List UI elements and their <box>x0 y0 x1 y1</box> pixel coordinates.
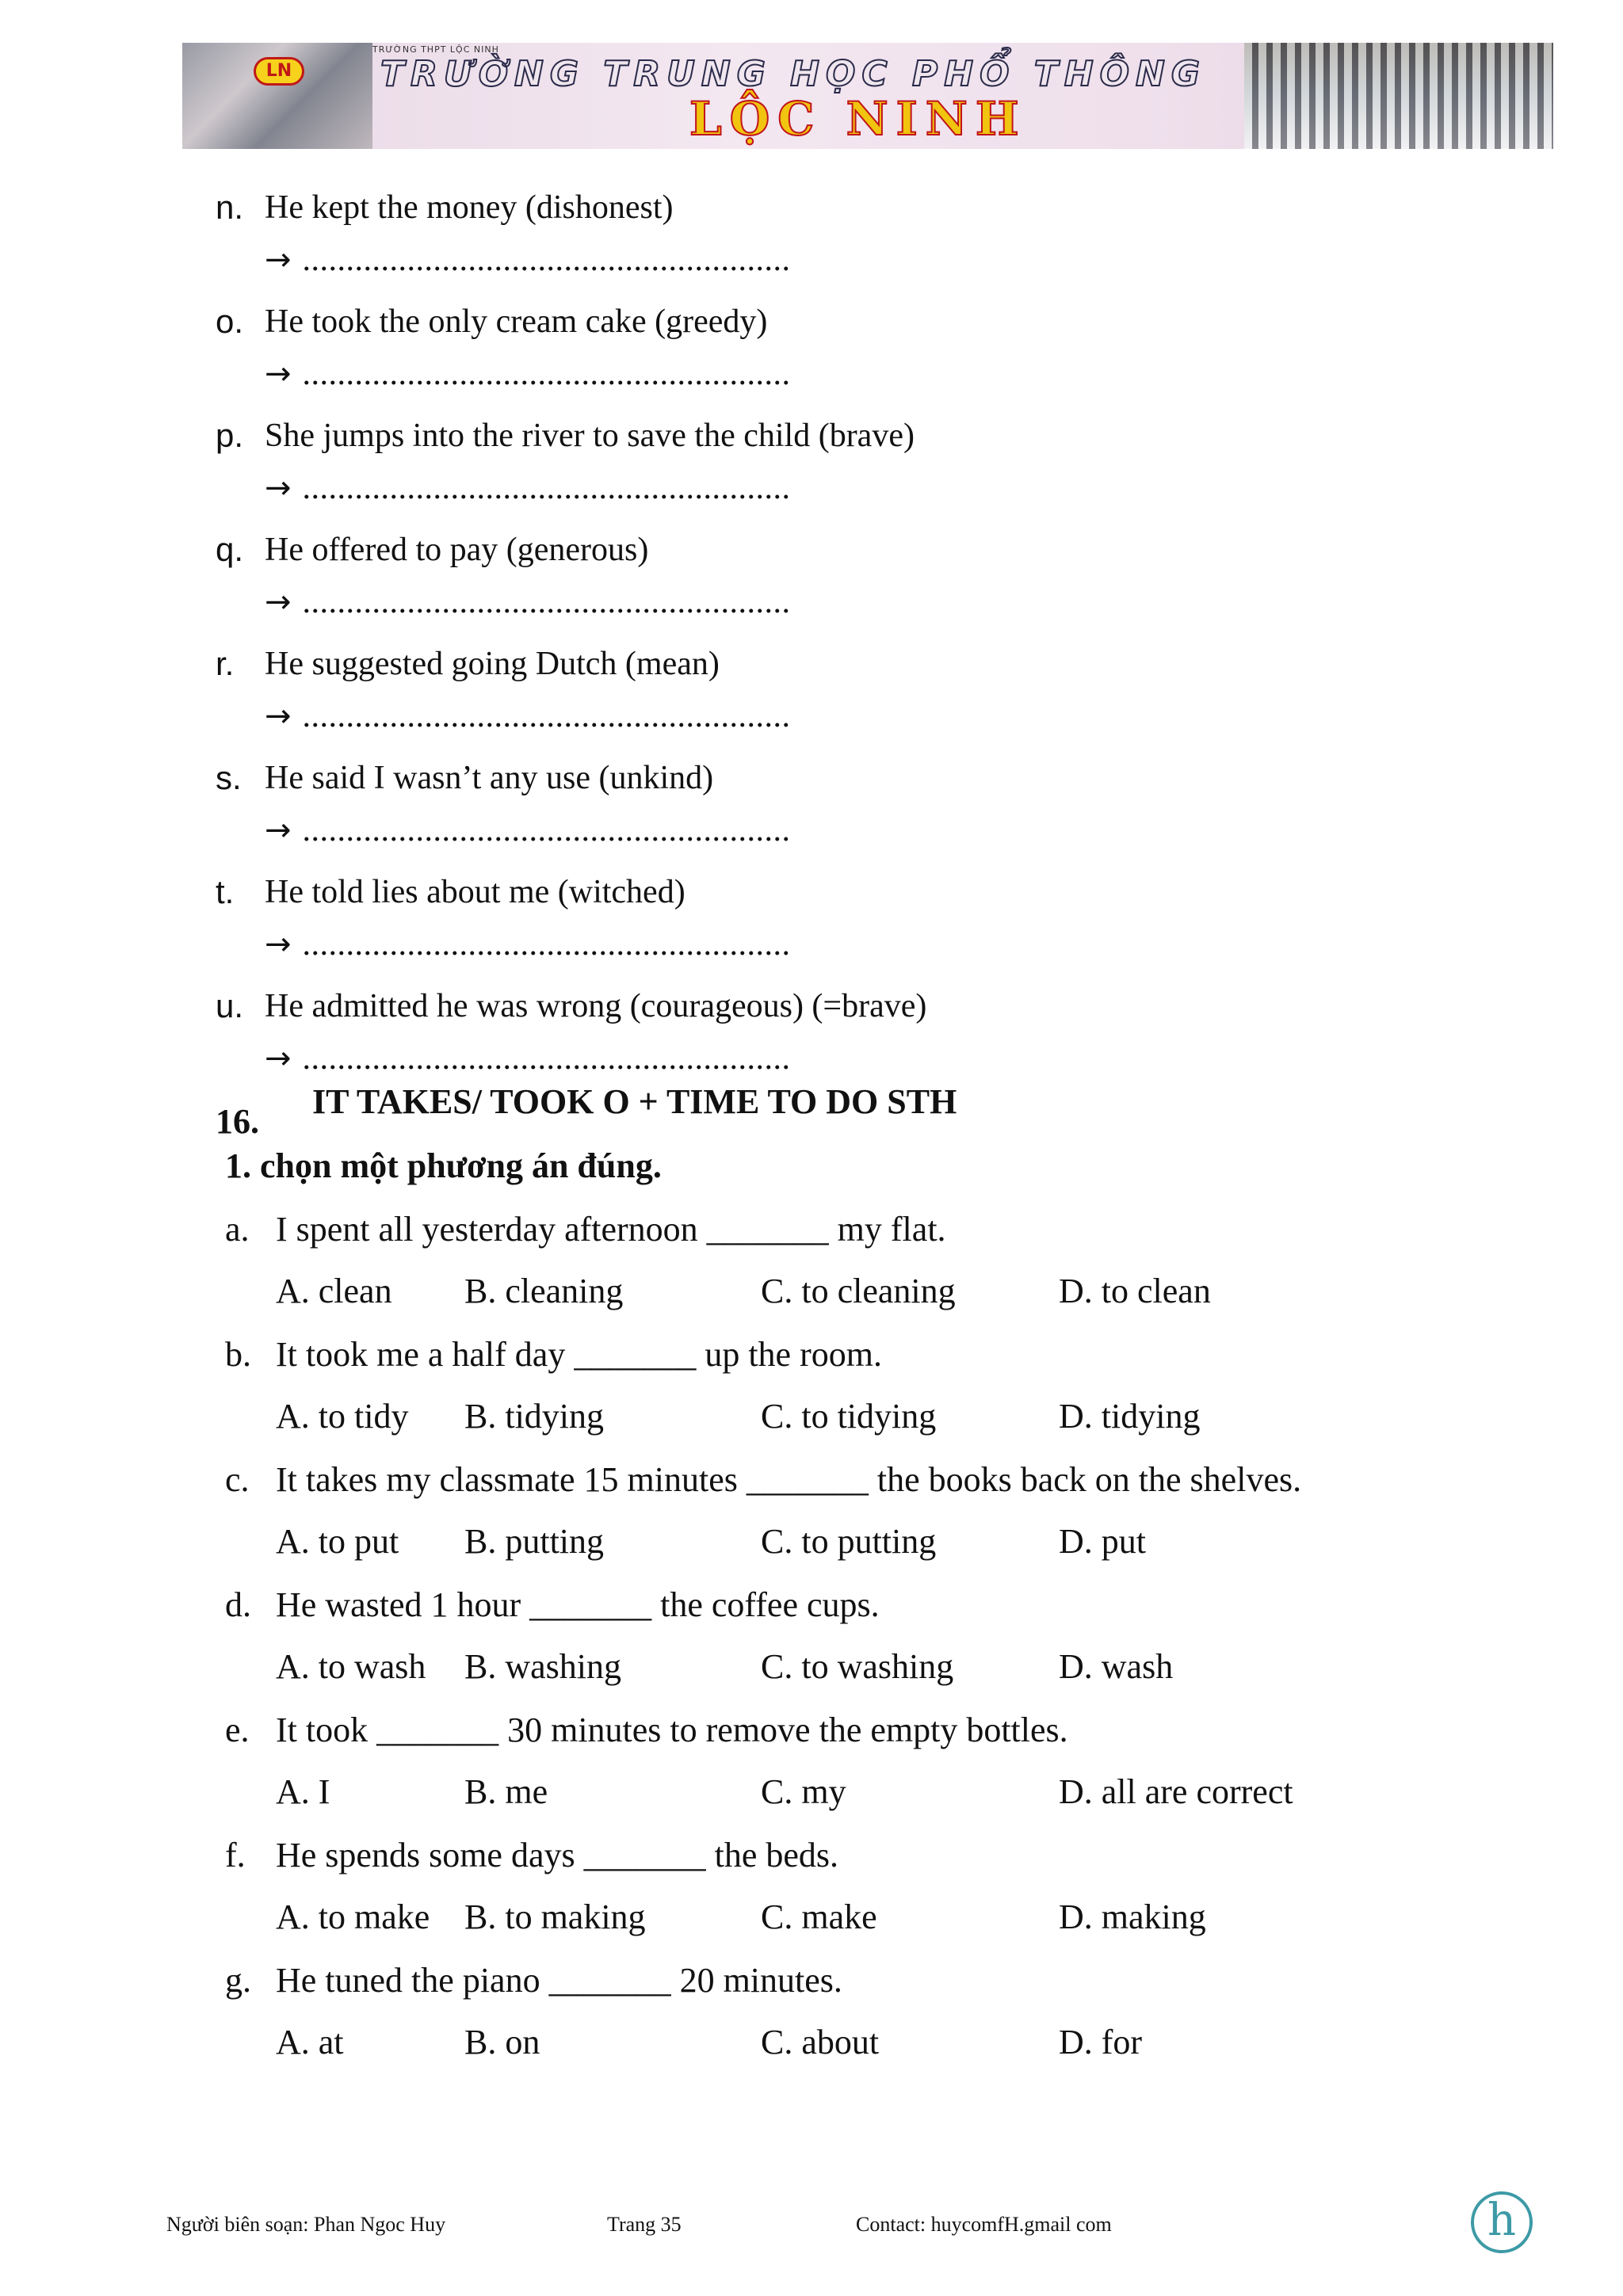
option-b[interactable]: B. tidying <box>464 1397 605 1436</box>
options-row <box>276 1396 1465 1437</box>
footer-page-number: Trang 35 <box>607 2213 682 2236</box>
option-a[interactable]: A. to wash <box>276 1647 426 1686</box>
banner-photo-right <box>1244 43 1553 149</box>
question-text: He tuned the piano _______ 20 minutes. <box>276 1961 842 2000</box>
arrow-icon: → <box>265 698 292 734</box>
answer-dots: ........................................................ <box>302 356 791 392</box>
footer-h-logo-icon: h <box>1471 2191 1533 2253</box>
option-d[interactable]: D. to clean <box>1059 1272 1211 1310</box>
question-label: d. <box>225 1585 251 1624</box>
option-a[interactable]: A. to make <box>276 1897 430 1936</box>
question-text: It took _______ 30 minutes to remove the empty bottles. <box>276 1711 1068 1749</box>
options-row <box>276 1271 1465 1312</box>
question-label: f. <box>225 1836 246 1875</box>
answer-line <box>265 696 791 737</box>
item-text: He told lies about me (witched) <box>265 874 685 910</box>
option-c[interactable]: C. to washing <box>761 1647 954 1686</box>
question-label: e. <box>225 1711 250 1749</box>
banner-caption: TRƯỜNG THPT LỘC NINH <box>372 44 499 55</box>
option-b[interactable]: B. washing <box>464 1647 621 1686</box>
answer-line <box>265 467 791 509</box>
option-a[interactable]: A. to tidy <box>276 1397 409 1436</box>
item-text: He kept the money (dishonest) <box>265 189 674 226</box>
header-banner <box>182 43 1553 149</box>
option-b[interactable]: B. me <box>464 1772 548 1811</box>
answer-dots: ........................................................ <box>302 1040 791 1077</box>
options-row <box>276 1897 1465 1938</box>
option-c[interactable]: C. to tidying <box>761 1397 937 1436</box>
answer-line <box>265 353 791 395</box>
question-text: I spent all yesterday afternoon _______ my flat. <box>276 1210 946 1249</box>
answer-dots: ........................................................ <box>302 812 791 849</box>
item-text: She jumps into the river to save the child (brave) <box>265 418 915 454</box>
option-c[interactable]: C. my <box>761 1772 846 1811</box>
answer-line <box>265 810 791 851</box>
item-letter: r. <box>216 645 235 682</box>
answer-line <box>265 924 791 965</box>
section-title: IT TAKES/ TOOK O + TIME TO DO STH <box>312 1082 957 1121</box>
item-text: He offered to pay (generous) <box>265 532 649 568</box>
option-c[interactable]: C. to putting <box>761 1522 937 1561</box>
option-b[interactable]: B. cleaning <box>464 1272 624 1310</box>
option-c[interactable]: C. to cleaning <box>761 1272 956 1310</box>
footer-author: Người biên soạn: Phan Ngoc Huy <box>166 2213 446 2236</box>
options-row <box>276 1646 1465 1688</box>
question-label: a. <box>225 1210 250 1249</box>
option-a[interactable]: A. clean <box>276 1272 392 1310</box>
option-d[interactable]: D. wash <box>1059 1647 1174 1686</box>
item-letter: n. <box>216 189 244 226</box>
question-text: He spends some days _______ the beds. <box>276 1836 839 1875</box>
answer-line <box>265 1038 791 1079</box>
arrow-icon: → <box>265 1040 292 1077</box>
answer-dots: ........................................................ <box>302 242 791 278</box>
option-a[interactable]: A. I <box>276 1772 330 1811</box>
option-c[interactable]: C. make <box>761 1897 877 1936</box>
option-c[interactable]: C. about <box>761 2023 880 2061</box>
section-number: 16. <box>216 1102 259 1141</box>
options-row <box>276 1772 1465 1813</box>
answer-line <box>265 239 791 280</box>
option-b[interactable]: B. putting <box>464 1522 605 1561</box>
item-text: He took the only cream cake (greedy) <box>265 303 768 340</box>
option-d[interactable]: D. tidying <box>1059 1397 1201 1436</box>
item-letter: u. <box>216 987 244 1024</box>
option-b[interactable]: B. on <box>464 2023 540 2061</box>
question-label: g. <box>225 1961 251 2000</box>
arrow-icon: → <box>265 470 292 506</box>
banner-title-line1: TRƯỜNG TRUNG HỌC PHỔ THÔNG <box>380 54 1206 94</box>
item-letter: o. <box>216 303 244 340</box>
option-d[interactable]: D. put <box>1059 1522 1146 1561</box>
item-letter: q. <box>216 531 244 568</box>
answer-line <box>265 582 791 623</box>
school-logo: LN <box>254 57 304 86</box>
item-text: He admitted he was wrong (courageous) (=brave) <box>265 988 927 1024</box>
option-a[interactable]: A. to put <box>276 1522 399 1561</box>
answer-dots: ........................................................ <box>302 926 791 963</box>
option-d[interactable]: D. making <box>1059 1897 1206 1936</box>
item-letter: s. <box>216 759 242 796</box>
arrow-icon: → <box>265 584 292 620</box>
answer-dots: ........................................................ <box>302 584 791 620</box>
answer-dots: ........................................................ <box>302 698 791 734</box>
options-row <box>276 2022 1465 2063</box>
option-a[interactable]: A. at <box>276 2023 344 2061</box>
item-text: He said I wasn’t any use (unkind) <box>265 760 714 796</box>
exercise-heading: 1. chọn một phương án đúng. <box>225 1146 662 1185</box>
option-d[interactable]: D. all are correct <box>1059 1772 1293 1811</box>
arrow-icon: → <box>265 926 292 963</box>
answer-dots: ........................................................ <box>302 470 791 506</box>
options-row <box>276 1521 1465 1562</box>
arrow-icon: → <box>265 356 292 392</box>
question-text: It took me a half day _______ up the room. <box>276 1335 882 1374</box>
option-d[interactable]: D. for <box>1059 2023 1143 2061</box>
question-label: b. <box>225 1335 251 1374</box>
question-text: He wasted 1 hour _______ the coffee cups. <box>276 1585 880 1624</box>
item-letter: p. <box>216 417 244 454</box>
item-letter: t. <box>216 873 235 910</box>
question-label: c. <box>225 1460 250 1499</box>
option-b[interactable]: B. to making <box>464 1897 646 1936</box>
question-text: It takes my classmate 15 minutes _______ the books back on the shelves. <box>276 1460 1302 1499</box>
arrow-icon: → <box>265 812 292 849</box>
arrow-icon: → <box>265 242 292 278</box>
banner-title-line2: LỘC NINH <box>689 92 1027 146</box>
item-text: He suggested going Dutch (mean) <box>265 646 720 682</box>
footer-contact: Contact: huycomfH.gmail com <box>856 2213 1112 2236</box>
